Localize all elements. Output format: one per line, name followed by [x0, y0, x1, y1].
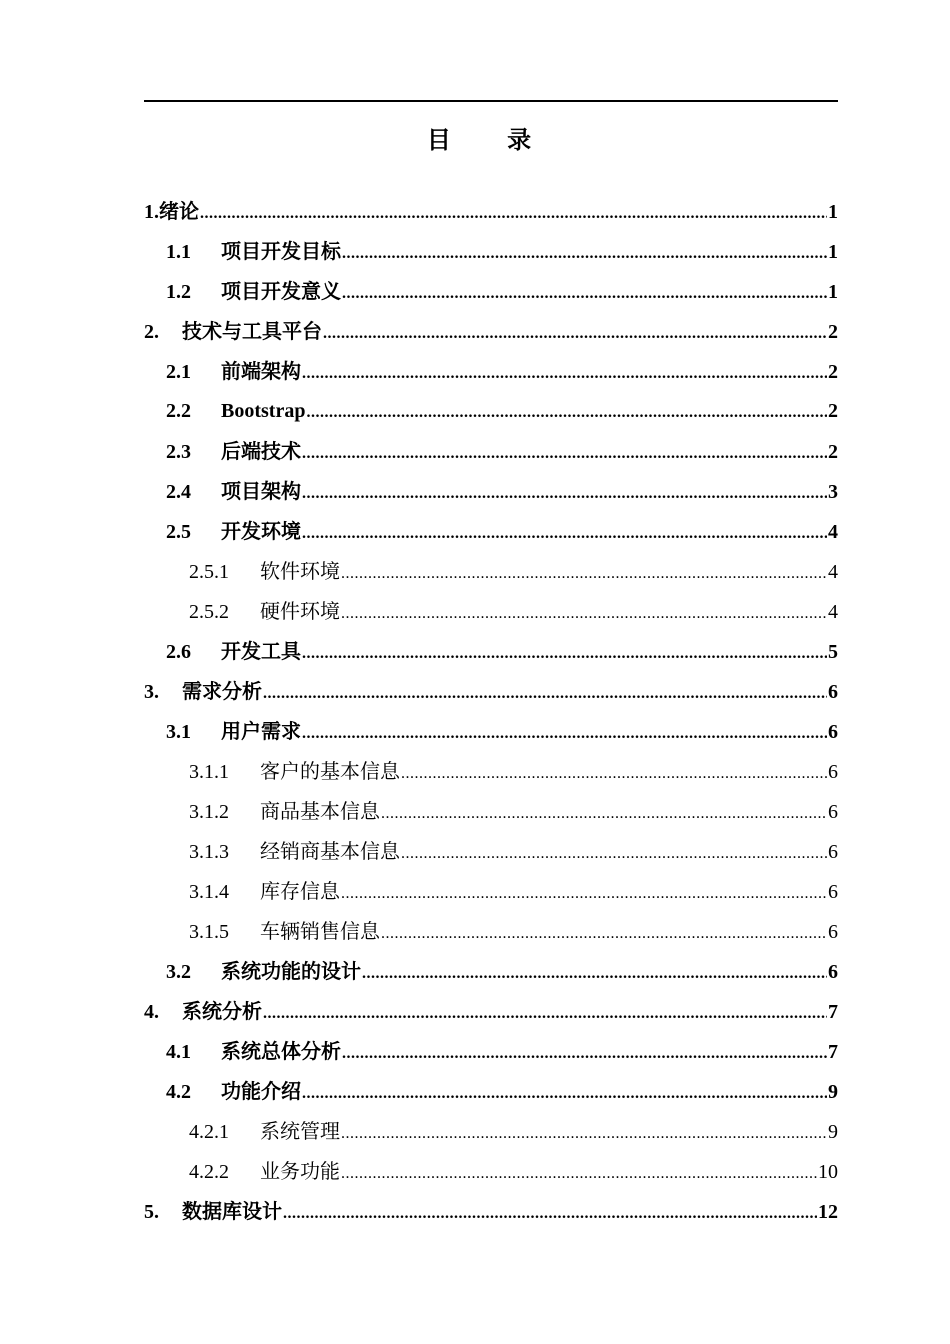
toc-entry-title: Bootstrap [221, 400, 306, 422]
dot-leader [341, 594, 827, 634]
toc-entry-title: 绪论 [159, 199, 199, 223]
toc-entry-number: 2.1 [166, 361, 191, 383]
toc-entry-title: 数据库设计 [182, 1199, 282, 1223]
toc-entry-number: 1.1 [166, 241, 191, 263]
toc-entry[interactable] [144, 1151, 838, 1191]
toc-entry-number: 5. [144, 1201, 159, 1223]
toc-entry-number: 3.1.4 [189, 881, 229, 903]
toc-entry[interactable] [144, 1031, 838, 1071]
toc-entry-title: 软件环境 [260, 559, 340, 583]
toc-entry[interactable] [144, 911, 838, 951]
dot-leader [341, 874, 827, 914]
toc-entry-number: 4.1 [166, 1041, 191, 1063]
toc-entry-title: 功能介绍 [221, 1079, 301, 1103]
toc-entry[interactable] [144, 591, 838, 631]
toc-entry-number: 1.2 [166, 281, 191, 303]
toc-entry-number: 3. [144, 681, 159, 703]
toc-entry-number: 3.1.1 [189, 761, 229, 783]
dot-leader [341, 1114, 827, 1154]
toc-entry-number: 3.1.3 [189, 841, 229, 863]
dot-leader [381, 794, 827, 834]
toc-entry-page: 6 [828, 841, 838, 863]
toc-entry-title: 硬件环境 [260, 599, 340, 623]
toc-entry-page: 9 [828, 1121, 838, 1143]
toc-entry[interactable] [144, 271, 838, 311]
toc-entry-number: 2.5.1 [189, 561, 229, 583]
toc-title: 目 录 [426, 126, 556, 154]
toc-entry-page: 7 [828, 1041, 838, 1063]
toc-entry-number: 3.1.5 [189, 921, 229, 943]
toc-entry[interactable] [144, 871, 838, 911]
toc-entry-title: 开发工具 [221, 639, 301, 663]
toc-entry-page: 6 [828, 961, 838, 983]
toc-entry-title: 经销商基本信息 [260, 839, 400, 863]
toc-entry-number: 2.5 [166, 521, 191, 543]
dot-leader [302, 634, 827, 674]
toc-entry[interactable] [144, 551, 838, 591]
dot-leader [362, 954, 827, 994]
toc-entry-number: 4.2.2 [189, 1161, 229, 1183]
toc-entry[interactable] [144, 671, 838, 711]
dot-leader [401, 754, 827, 794]
dot-leader [263, 674, 827, 714]
header-rule [144, 100, 838, 102]
dot-leader [341, 554, 827, 594]
toc-entry[interactable] [144, 951, 838, 991]
dot-leader [302, 514, 827, 554]
toc-entry-title: 车辆销售信息 [260, 919, 380, 943]
dot-leader [323, 314, 827, 354]
toc-entry-title: 后端技术 [221, 439, 301, 463]
toc-entry[interactable] [144, 391, 838, 431]
toc-entry[interactable] [144, 351, 838, 391]
toc-entry[interactable] [144, 1191, 838, 1231]
dot-leader [401, 834, 827, 874]
dot-leader [302, 434, 827, 474]
toc-entry[interactable] [144, 751, 838, 791]
dot-leader [342, 1034, 827, 1074]
toc-entry-title: 系统管理 [260, 1119, 340, 1143]
toc-entry-page: 3 [828, 481, 838, 503]
toc-entry-number: 2.2 [166, 400, 191, 422]
toc-entry-page: 12 [818, 1201, 838, 1223]
toc-entry-page: 6 [828, 681, 838, 703]
toc-entry[interactable] [144, 471, 838, 511]
toc-entry[interactable] [144, 231, 838, 271]
toc-entry[interactable] [144, 511, 838, 551]
toc-entry-page: 1 [828, 241, 838, 263]
toc-entry[interactable] [144, 831, 838, 871]
dot-leader [342, 234, 827, 274]
toc-entry-title: 技术与工具平台 [182, 319, 322, 343]
toc-entry-title: 项目架构 [221, 479, 301, 503]
toc-entry-page: 1 [828, 281, 838, 303]
toc-entry-page: 2 [828, 361, 838, 383]
toc-entry-title: 系统功能的设计 [221, 959, 361, 983]
toc-entry-title: 开发环境 [221, 519, 301, 543]
toc-entry-number: 4.2.1 [189, 1121, 229, 1143]
toc-entry-title: 项目开发目标 [221, 239, 341, 263]
toc-entry-page: 5 [828, 641, 838, 663]
toc-entry-number: 2.6 [166, 641, 191, 663]
toc-entry-title: 库存信息 [260, 879, 340, 903]
toc-entry-title: 用户需求 [221, 719, 301, 743]
toc-entry[interactable] [144, 631, 838, 671]
toc-entry-title: 需求分析 [182, 679, 262, 703]
toc-entry-page: 6 [828, 721, 838, 743]
toc-entry-number: 4. [144, 1001, 159, 1023]
toc-entry-number: 1. [144, 201, 159, 223]
toc-entry-number: 2.4 [166, 481, 191, 503]
toc-entry-page: 7 [828, 1001, 838, 1023]
toc-entry[interactable] [144, 311, 838, 351]
toc-entry-page: 2 [828, 400, 838, 422]
toc-entry[interactable] [144, 1071, 838, 1111]
table-of-contents [144, 191, 838, 1231]
toc-entry[interactable] [144, 431, 838, 471]
dot-leader [306, 393, 827, 433]
toc-entry-page: 6 [828, 921, 838, 943]
toc-entry[interactable] [144, 791, 838, 831]
toc-entry-number: 3.2 [166, 961, 191, 983]
toc-entry[interactable] [144, 711, 838, 751]
toc-entry-page: 1 [828, 201, 838, 223]
toc-entry-title: 项目开发意义 [221, 279, 341, 303]
dot-leader [200, 194, 827, 234]
toc-entry-page: 2 [828, 441, 838, 463]
dot-leader [302, 1074, 827, 1114]
toc-entry-title: 系统分析 [182, 999, 262, 1023]
toc-entry[interactable] [144, 991, 838, 1031]
toc-entry-number: 3.1 [166, 721, 191, 743]
toc-entry-number: 2.3 [166, 441, 191, 463]
toc-entry-page: 4 [828, 601, 838, 623]
toc-entry-page: 6 [828, 881, 838, 903]
dot-leader [263, 994, 827, 1034]
toc-entry-number: 2.5.2 [189, 601, 229, 623]
toc-entry[interactable] [144, 1111, 838, 1151]
toc-entry-page: 10 [818, 1161, 838, 1183]
toc-entry-page: 6 [828, 801, 838, 823]
toc-entry-title: 前端架构 [221, 359, 301, 383]
toc-entry-page: 9 [828, 1081, 838, 1103]
dot-leader [302, 354, 827, 394]
dot-leader [341, 1154, 817, 1194]
dot-leader [302, 474, 827, 514]
toc-entry-title: 客户的基本信息 [260, 759, 400, 783]
dot-leader [302, 714, 827, 754]
toc-entry-page: 4 [828, 521, 838, 543]
toc-entry-title: 商品基本信息 [260, 799, 380, 823]
dot-leader [342, 274, 827, 314]
toc-entry-number: 2. [144, 321, 159, 343]
toc-entry-page: 4 [828, 561, 838, 583]
toc-entry-number: 3.1.2 [189, 801, 229, 823]
dot-leader [283, 1194, 817, 1234]
dot-leader [381, 914, 827, 954]
toc-entry-page: 6 [828, 761, 838, 783]
toc-entry-number: 4.2 [166, 1081, 191, 1103]
toc-entry[interactable] [144, 191, 838, 231]
toc-entry-page: 2 [828, 321, 838, 343]
toc-entry-title: 业务功能 [260, 1159, 340, 1183]
toc-entry-title: 系统总体分析 [221, 1039, 341, 1063]
